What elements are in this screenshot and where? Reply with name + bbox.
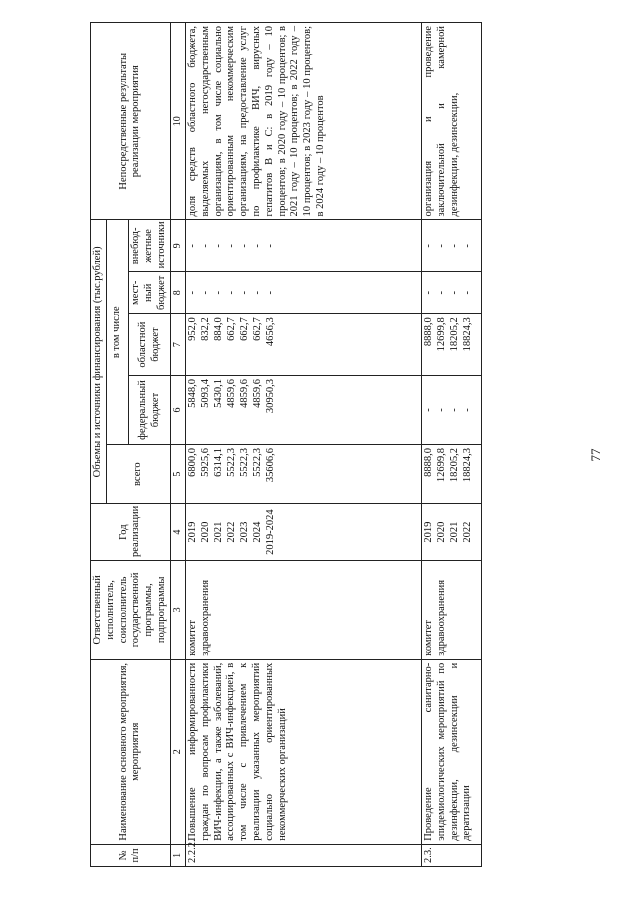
row-regional [185, 314, 421, 376]
federal-value: - [448, 408, 460, 412]
federal-value: 4859,6 [225, 378, 237, 408]
local-value: - [435, 291, 447, 295]
col-num: 1 [170, 844, 185, 866]
federal-value: - [461, 408, 473, 412]
col-num: 4 [170, 504, 185, 561]
col-num: 5 [170, 445, 185, 504]
total-value: 6314,1 [212, 448, 224, 477]
row-extra [421, 220, 481, 272]
regional-value: 662,7 [238, 317, 250, 341]
extra-value: - [199, 244, 211, 248]
row-responsible: комитет здравоохранения [185, 561, 421, 660]
federal-value: 5430,1 [212, 378, 224, 408]
header-regional: областной бюджет [129, 314, 170, 376]
column-numbers-row [170, 23, 185, 867]
table-row [185, 23, 421, 867]
row-name: Проведение санитарно-эпидемиологических мероприятий по дезинфекции, дезинсекции и дератизации [421, 659, 481, 844]
year-value: 2020 [199, 521, 211, 543]
total-value: 5522,3 [251, 448, 263, 477]
row-number: 2.2.2. [185, 844, 421, 866]
local-value: - [448, 291, 460, 295]
extra-value: - [251, 244, 263, 248]
row-total [185, 445, 421, 504]
regional-value: 4656,3 [264, 317, 276, 347]
federal-value: 4859,6 [251, 378, 263, 408]
regional-value: 662,7 [225, 317, 237, 341]
col-num: 10 [170, 23, 185, 220]
header-federal: федеральный бюджет [129, 375, 170, 444]
regional-value: 884,0 [212, 317, 224, 341]
extra-value: - [186, 244, 198, 248]
federal-value: 30950,3 [264, 378, 276, 414]
local-value: - [186, 291, 198, 295]
extra-value: - [461, 244, 473, 248]
header-result: Непосредственные результаты реализации мероприятия [91, 23, 171, 220]
extra-value: - [264, 244, 276, 248]
row-federal [421, 375, 481, 444]
local-value: - [461, 291, 473, 295]
total-value: 12699,8 [435, 448, 447, 483]
extra-value: - [238, 244, 250, 248]
total-value: 8888,0 [422, 448, 434, 477]
year-value: 2024 [251, 521, 263, 543]
year-value: 2021 [212, 521, 224, 543]
federal-value: 5848,0 [186, 378, 198, 408]
row-name: Повышение информированности граждан по вопросам профилактики ВИЧ-инфекции, а также заболеваний, ассоциированных с ВИЧ-инфекцией, в том числе с привлечением к реализации указанных мероприятий социально ориентированных некоммерческих организаций [185, 659, 421, 844]
regional-value: 662,7 [251, 317, 263, 341]
federal-value: - [422, 408, 434, 412]
header-name: Наименование основного мероприятия, мероприятия [91, 659, 171, 844]
total-value: 5522,3 [225, 448, 237, 477]
row-result: доля средств областного бюджета, выделяемых негосударственным организациям, в том числе социально ориентированным некоммерческим организациям, на предоставление услуг по профилактике ВИЧ, вирусных гепатитов В и С: в 2019 году – 10 процентов; в 2020 году – 10 процентов; в 2021 году – 10 процентов; в 2022 году – 10 процентов; в 2023 году – 10 процентов; в 2024 году – 10 процентов [185, 23, 421, 220]
header-row-1 [91, 23, 107, 867]
row-years [421, 504, 481, 561]
total-value: 6800,0 [186, 448, 198, 477]
regional-value: 18824,3 [461, 317, 473, 352]
extra-value: - [448, 244, 460, 248]
col-num: 6 [170, 375, 185, 444]
header-local: мест-ный бюджет [129, 272, 170, 314]
header-funding: Объемы и источники финансирования (тыс.рублей) [91, 220, 107, 504]
federal-value: 4859,6 [238, 378, 250, 408]
regional-value: 18205,2 [448, 317, 460, 352]
row-total [421, 445, 481, 504]
year-value: 2022 [461, 521, 473, 543]
row-responsible: комитет здравоохранения [421, 561, 481, 660]
table-body [185, 23, 481, 867]
header-responsible: Ответственный исполнитель, соисполнитель государственной программы, подпрограммы [91, 561, 171, 660]
federal-value: - [435, 408, 447, 412]
total-value: 18205,2 [448, 448, 460, 483]
table-row [421, 23, 481, 867]
local-value: - [264, 291, 276, 295]
extra-value: - [422, 244, 434, 248]
local-value: - [212, 291, 224, 295]
page-number: 77 [588, 448, 603, 462]
col-num: 9 [170, 220, 185, 272]
total-value: 35606,6 [264, 448, 276, 483]
col-num: 2 [170, 659, 185, 844]
regional-value: 12699,8 [435, 317, 447, 352]
header-incl: в том числе [106, 220, 129, 445]
regional-value: 952,0 [186, 317, 198, 341]
col-num: 8 [170, 272, 185, 314]
col-num: 3 [170, 561, 185, 660]
row-local [421, 272, 481, 314]
local-value: - [225, 291, 237, 295]
program-table [90, 22, 482, 867]
year-value: 2019 [186, 521, 198, 543]
local-value: - [422, 291, 434, 295]
regional-value: 832,2 [199, 317, 211, 341]
year-value: 2022 [225, 521, 237, 543]
total-value: 5522,3 [238, 448, 250, 477]
col-num: 7 [170, 314, 185, 376]
regional-value: 8888,0 [422, 317, 434, 347]
row-years [185, 504, 421, 561]
row-local [185, 272, 421, 314]
total-value: 18824,3 [461, 448, 473, 483]
row-regional [421, 314, 481, 376]
row-federal [185, 375, 421, 444]
extra-value: - [212, 244, 224, 248]
local-value: - [251, 291, 263, 295]
year-value: 2021 [448, 521, 460, 543]
extra-value: - [225, 244, 237, 248]
year-value: 2019 [422, 521, 434, 543]
local-value: - [238, 291, 250, 295]
row-result: организация и проведение заключительной и камерной дезинфекции, дезинсекции, [421, 23, 481, 220]
total-value: 5925,6 [199, 448, 211, 477]
header-no: № п/п [91, 844, 171, 866]
header-total: всего [106, 445, 170, 504]
header-extra: внебюд-жетные источники [129, 220, 170, 272]
year-value: 2020 [435, 521, 447, 543]
year-value: 2023 [238, 521, 250, 543]
local-value: - [199, 291, 211, 295]
federal-value: 5093,4 [199, 378, 211, 408]
extra-value: - [435, 244, 447, 248]
row-extra [185, 220, 421, 272]
row-number: 2.3. [421, 844, 481, 866]
header-year: Год реализации [91, 504, 171, 561]
year-value: 2019-2024 [264, 509, 276, 555]
